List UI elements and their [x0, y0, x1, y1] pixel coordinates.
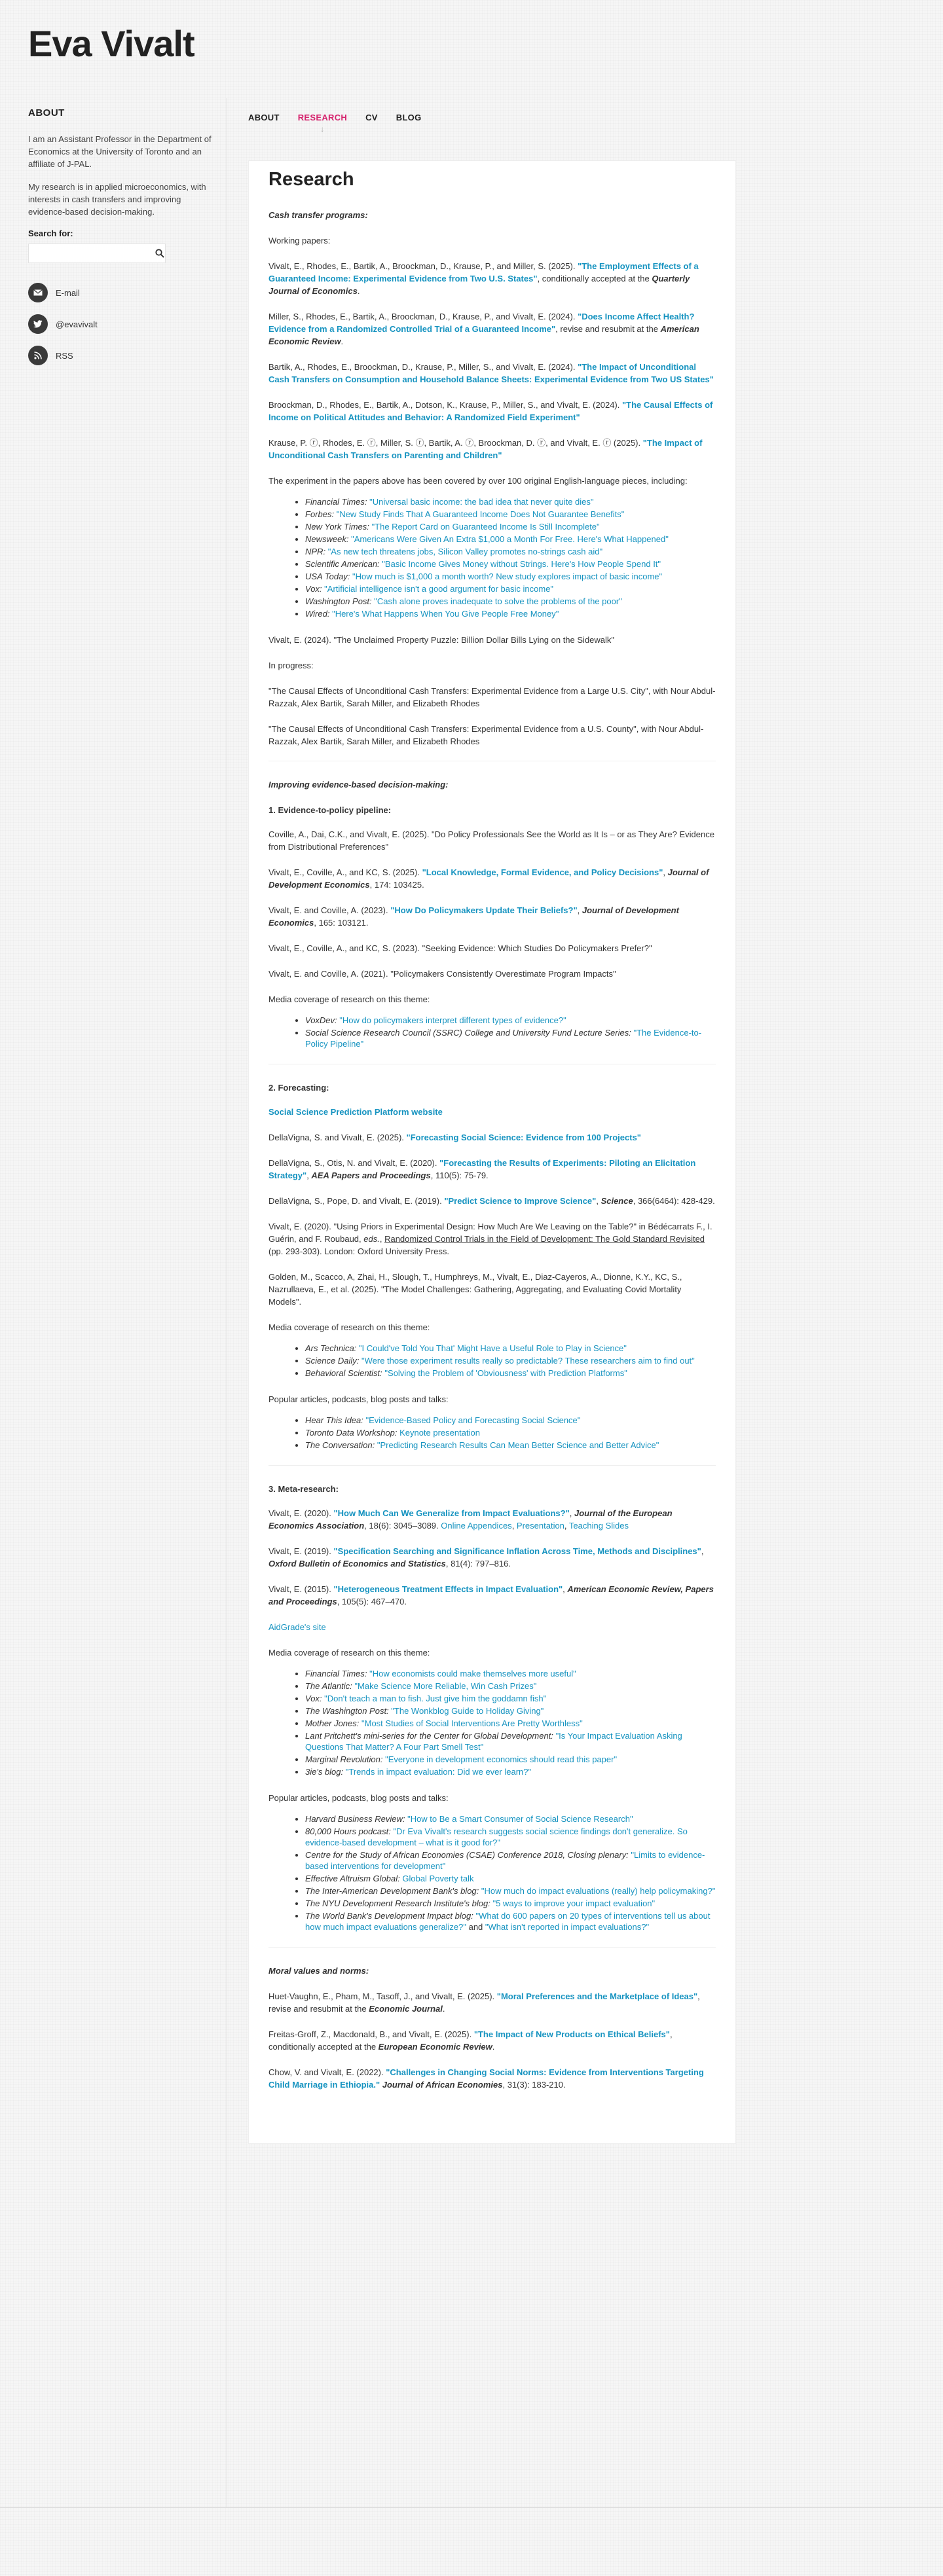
- site-header: [0, 0, 943, 98]
- email-icon: [28, 283, 48, 302]
- list-item: [305, 1027, 716, 1049]
- media-intro: Media coverage of research on this theme:: [268, 1648, 430, 1658]
- paper-entry: Vivalt, E. and Coville, A. (2021). "Policymakers Consistently Overestimate Program Impacts": [268, 969, 616, 979]
- paper-authors: Freitas-Groff, Z., Macdonald, B., and Vivalt, E. (2025).: [268, 2029, 474, 2039]
- punct: ,: [564, 1521, 569, 1531]
- paper-status: , conditionally accepted at the: [268, 2029, 673, 2052]
- list-item: [305, 571, 716, 582]
- citation-details: , 165: 103121.: [314, 918, 369, 928]
- punct: ,: [701, 1546, 704, 1556]
- list-item: [305, 1427, 716, 1438]
- main-area: [227, 98, 943, 2507]
- paper-entry: [268, 361, 716, 386]
- twitter-icon: [28, 314, 48, 334]
- nav-cv[interactable]: CV: [365, 113, 378, 122]
- media-list: [305, 1015, 716, 1049]
- coverage-source: Newsweek:: [305, 534, 349, 544]
- popular-list: [305, 1813, 716, 1932]
- list-item: [305, 1705, 716, 1716]
- moral-heading: Moral values and norms:: [268, 1966, 369, 1976]
- list-item: [305, 509, 716, 520]
- paper-link[interactable]: "Heterogeneous Treatment Effects in Impact Evaluation": [333, 1584, 563, 1594]
- punct: ,: [569, 1508, 574, 1518]
- media-source: VoxDev:: [305, 1015, 337, 1025]
- journal-name: European Economic Review: [378, 2042, 492, 2052]
- media-link[interactable]: "Everyone in development economics should read this paper": [385, 1754, 618, 1764]
- in-progress-label: In progress:: [268, 661, 314, 670]
- search-icon[interactable]: [155, 244, 165, 263]
- media-source: Lant Pritchett's mini-series for the Center for Global Development:: [305, 1731, 553, 1741]
- punct: .: [442, 2004, 445, 2014]
- ebdm-heading: Improving evidence-based decision-making:: [268, 780, 449, 789]
- media-link[interactable]: "Solving the Problem of 'Obviousness' with Prediction Platforms": [384, 1368, 627, 1378]
- media-list: [305, 1668, 716, 1777]
- popular-intro: Popular articles, podcasts, blog posts and talks:: [268, 1394, 449, 1404]
- section-divider: [268, 1465, 716, 1466]
- paper-authors: Krause, P. ⓡ, Rhodes, E. ⓡ, Miller, S. ⓡ, Bartik, A. ⓡ, Broockman, D. ⓡ, and Vivalt, E. ⓡ (2025).: [268, 438, 643, 448]
- paper-link[interactable]: "Local Knowledge, Formal Evidence, and Policy Decisions": [422, 867, 663, 877]
- paper-authors: Vivalt, E., Coville, A., and KC, S. (2025).: [268, 867, 422, 877]
- search-input[interactable]: [29, 244, 155, 263]
- paper-entry: [268, 399, 716, 424]
- paper-authors: Chow, V. and Vivalt, E. (2022).: [268, 2067, 386, 2077]
- list-item: [305, 1355, 716, 1366]
- coverage-intro: The experiment in the papers above has been covered by over 100 original English-language pieces, including:: [268, 476, 688, 486]
- media-link[interactable]: "Make Science More Reliable, Win Cash Prizes": [354, 1681, 537, 1691]
- list-item: [305, 1680, 716, 1692]
- media-source: Ars Technica:: [305, 1343, 357, 1353]
- paper-entry: [268, 437, 716, 462]
- list-item: [305, 608, 716, 619]
- conjunction: and: [466, 1922, 485, 1932]
- media-source: Behavioral Scientist:: [305, 1368, 382, 1378]
- paper-link[interactable]: "How Do Policymakers Update Their Beliefs?": [390, 905, 578, 915]
- list-item: [305, 1873, 716, 1884]
- punct: ,: [563, 1584, 568, 1594]
- paper-entry: [268, 1195, 716, 1207]
- media-source: Science Daily:: [305, 1356, 360, 1366]
- popular-source: Toronto Data Workshop:: [305, 1428, 398, 1438]
- list-item: [305, 1415, 716, 1426]
- paper-status: , revise and resubmit at the: [268, 1991, 700, 2014]
- media-source: Mother Jones:: [305, 1718, 360, 1728]
- popular-source: Harvard Business Review:: [305, 1814, 405, 1824]
- nav-blog[interactable]: BLOG: [396, 113, 422, 122]
- nav-research-label: RESEARCH: [297, 113, 348, 122]
- search-label: Search for:: [28, 228, 73, 238]
- punct: ,: [511, 1521, 517, 1531]
- book-title: Randomized Control Trials in the Field of Development: The Gold Standard Revisited: [384, 1234, 705, 1244]
- subsection-heading: 3. Meta-research:: [268, 1484, 339, 1494]
- top-nav: [227, 98, 943, 160]
- paper-authors: DellaVigna, S., Pope, D. and Vivalt, E. (2019).: [268, 1196, 445, 1206]
- paper-link[interactable]: "The Causal Effects of Income on Political Attitudes and Behavior: A Randomized Field Experiment": [268, 400, 713, 422]
- cash-heading: Cash transfer programs:: [268, 210, 368, 220]
- punct: ,: [663, 867, 668, 877]
- appendices-link[interactable]: Online Appendices: [441, 1521, 512, 1531]
- research-interest-text: My research is in applied microeconomics, with interests in cash transfers and improving evidence-based decision-making.: [28, 182, 206, 217]
- rss-icon: [28, 346, 48, 365]
- popular-source: The Inter-American Development Bank's blog:: [305, 1886, 479, 1896]
- paper-entry: [268, 1990, 716, 2015]
- popular-source: Effective Altruism Global:: [305, 1874, 400, 1883]
- journal-name: AEA Papers and Proceedings: [311, 1170, 431, 1180]
- popular-link[interactable]: "How to Be a Smart Consumer of Social Science Research": [407, 1814, 633, 1824]
- teaching-slides-link[interactable]: Teaching Slides: [568, 1521, 629, 1531]
- coverage-link[interactable]: "As new tech threatens jobs, Silicon Valley promotes no-strings cash aid": [327, 547, 603, 556]
- coverage-list: [305, 496, 716, 619]
- list-item: [305, 496, 716, 507]
- list-item: [305, 546, 716, 557]
- media-link[interactable]: "How do policymakers interpret different types of evidence?": [339, 1015, 566, 1025]
- site-title[interactable]: Eva Vivalt: [28, 23, 194, 64]
- paper-authors: Broockman, D., Rhodes, E., Bartik, A., Dotson, K., Krause, P., Miller, S., and Vivalt, E. (2024).: [268, 400, 622, 410]
- coverage-source: Washington Post:: [305, 596, 372, 606]
- media-link[interactable]: "Don't teach a man to fish. Just give him the goddamn fish": [324, 1694, 547, 1703]
- sidebar: [0, 98, 227, 2507]
- paper-entry: [268, 1157, 716, 1182]
- coverage-source: NPR:: [305, 547, 326, 556]
- paper-entry: [268, 1507, 716, 1532]
- media-source: The Atlantic:: [305, 1681, 352, 1691]
- citation-details: , 110(5): 75-79.: [430, 1170, 489, 1180]
- coverage-link[interactable]: "Universal basic income: the bad idea that never quite dies": [369, 497, 594, 507]
- paper-link[interactable]: "The Impact of New Products on Ethical Beliefs": [473, 2029, 670, 2039]
- list-item: [305, 534, 716, 545]
- working-papers-label: Working papers:: [268, 236, 331, 245]
- paper-entry: [268, 1583, 716, 1608]
- media-link[interactable]: "Trends in impact evaluation: Did we ever learn?": [345, 1767, 532, 1777]
- popular-source: Centre for the Study of African Economies (CSAE) Conference 2018, Closing plenary:: [305, 1850, 629, 1860]
- list-item: [305, 1885, 716, 1896]
- media-link[interactable]: "How economists could make themselves more useful": [369, 1669, 576, 1678]
- paper-entry: [268, 1545, 716, 1570]
- paper-authors: DellaVigna, S., Otis, N. and Vivalt, E. (2020).: [268, 1158, 440, 1168]
- page-footer: [0, 2507, 943, 2540]
- about-heading: ABOUT: [28, 107, 65, 118]
- paper-link[interactable]: "How Much Can We Generalize from Impact Evaluations?": [333, 1508, 570, 1518]
- list-item: [305, 1826, 716, 1848]
- media-link[interactable]: "The Wonkblog Guide to Holiday Giving": [391, 1706, 544, 1716]
- popular-link[interactable]: "Limits to evidence-based interventions for development": [305, 1850, 705, 1871]
- media-source: Financial Times:: [305, 1669, 367, 1678]
- paper-entry: [268, 310, 716, 348]
- list-item: [305, 1440, 716, 1451]
- media-link[interactable]: "Were those experiment results really so predictable? These researchers aim to find out": [361, 1356, 695, 1366]
- paper-link[interactable]: "The Impact of Unconditional Cash Transfers on Consumption and Household Balance Sheets: Experimental Evidence from Two US States": [268, 362, 714, 384]
- coverage-link[interactable]: "How much is $1,000 a month worth? New study explores impact of basic income": [352, 571, 663, 581]
- journal-name: Oxford Bulletin of Economics and Statistics: [268, 1559, 446, 1569]
- paper-entry: Coville, A., Dai, C.K., and Vivalt, E. (2025). "Do Policy Professionals See the World as It Is – or as They Are? Evidence from Distributional Preferences": [268, 829, 714, 852]
- research-article: [248, 160, 736, 2144]
- citation-details: , 105(5): 467–470.: [337, 1597, 407, 1606]
- popular-link[interactable]: Global Poverty talk: [402, 1874, 474, 1883]
- sspp-entry: [268, 1106, 716, 1118]
- paper-link[interactable]: "Predict Science to Improve Science": [444, 1196, 597, 1206]
- coverage-link[interactable]: "New Study Finds That A Guaranteed Income Does Not Guarantee Benefits": [336, 509, 625, 519]
- citation-details: , 31(3): 183-210.: [502, 2080, 566, 2090]
- citation-details: , 174: 103425.: [369, 880, 424, 890]
- twitter-label: @evavivalt: [56, 319, 98, 329]
- nav-research[interactable]: [298, 113, 347, 160]
- citation-details: , 18(6): 3045–3089.: [364, 1521, 441, 1531]
- punct: ,: [379, 1234, 385, 1244]
- sspp-link[interactable]: Social Science Prediction Platform website: [268, 1107, 443, 1117]
- paper-status: , revise and resubmit at the: [555, 324, 661, 334]
- popular-source: 80,000 Hours podcast:: [305, 1826, 391, 1836]
- coverage-link[interactable]: "Americans Were Given An Extra $1,000 a Month For Free. Here's What Happened": [351, 534, 669, 544]
- paper-link[interactable]: "The Impact of Unconditional Cash Transfers on Parenting and Children": [268, 438, 703, 460]
- coverage-source: USA Today:: [305, 571, 350, 581]
- paper-entry: [268, 2066, 716, 2091]
- list-item: [305, 1910, 716, 1932]
- paper-link[interactable]: "Specification Searching and Significance Inflation Across Time, Methods and Disciplines": [333, 1546, 701, 1556]
- journal-name: Economic Journal: [369, 2004, 443, 2014]
- media-link[interactable]: "Most Studies of Social Interventions Are Pretty Worthless": [361, 1718, 583, 1728]
- punct: .: [492, 2042, 495, 2052]
- popular-link[interactable]: "Dr Eva Vivalt's research suggests social science findings don't generalize. So evidence-based development – what is it good for?": [305, 1826, 688, 1847]
- page-title: Research: [268, 169, 354, 190]
- list-item: [305, 1754, 716, 1765]
- content-wrap: [227, 160, 943, 2144]
- popular-link[interactable]: "What isn't reported in impact evaluations?": [485, 1922, 650, 1932]
- list-item: [305, 1693, 716, 1704]
- chapter-citation: Vivalt, E. (2020). "Using Priors in Experimental Design: How Much Are We Leaving on the Table?" in Bédécarrats F., I. Guérin, and F. Roubaud,: [268, 1222, 712, 1244]
- coverage-link[interactable]: "The Report Card on Guaranteed Income Is Still Incomplete": [371, 522, 600, 532]
- citation-details: , 81(4): 797–816.: [445, 1559, 511, 1569]
- eds-label: eds.: [363, 1234, 380, 1244]
- list-item: [305, 558, 716, 570]
- nav-about[interactable]: ABOUT: [248, 113, 280, 122]
- popular-source: The Conversation:: [305, 1440, 375, 1450]
- list-item: [305, 596, 716, 607]
- in-progress-item: "The Causal Effects of Unconditional Cash Transfers: Experimental Evidence from a Large U.S. City", with Nour Abdul-Razzak, Alex Bartik, Sarah Miller, and Elizabeth Rhodes: [268, 686, 716, 708]
- bio-text: I am an Assistant Professor in the Department of Economics at the University of Toronto and an affiliate of J-PAL.: [28, 134, 212, 169]
- punct: .: [341, 336, 344, 346]
- aidgrade-link[interactable]: AidGrade's site: [268, 1622, 326, 1632]
- list-item: [305, 1766, 716, 1777]
- paper-authors: Vivalt, E. (2015).: [268, 1584, 334, 1594]
- journal-name: Journal of Development Economics: [268, 867, 709, 890]
- punct: .: [357, 286, 360, 296]
- paper-entry: [268, 2028, 716, 2053]
- journal-name: Journal of African Economies: [382, 2080, 503, 2090]
- rss-link[interactable]: [28, 346, 213, 365]
- coverage-source: Forbes:: [305, 509, 335, 519]
- popular-link[interactable]: "Predicting Research Results Can Mean Better Science and Better Advice": [377, 1440, 659, 1450]
- paper-authors: Miller, S., Rhodes, E., Bartik, A., Broockman, D., Krause, P., and Vivalt, E. (2024).: [268, 312, 578, 321]
- paper-authors: Vivalt, E. (2020).: [268, 1508, 334, 1518]
- list-item: [305, 1015, 716, 1026]
- rss-label: RSS: [56, 350, 73, 361]
- paper-link[interactable]: "Does Income Affect Health? Evidence from a Randomized Controlled Trial of a Guaranteed Income": [268, 312, 695, 334]
- paper-authors: Bartik, A., Rhodes, E., Broockman, D., Krause, P., Miller, S., and Vivalt, E. (2024).: [268, 362, 578, 372]
- paper-authors: Vivalt, E., Rhodes, E., Bartik, A., Broockman, D., Krause, P., and Miller, S. (2025).: [268, 261, 578, 271]
- citation-details: , 366(6464): 428-429.: [633, 1196, 715, 1206]
- paper-entry: [268, 1131, 716, 1144]
- journal-name: Journal of the European Economics Association: [268, 1508, 673, 1531]
- popular-link[interactable]: "What do 600 papers on 20 types of interventions tell us about how much impact evaluations generalize?": [305, 1911, 711, 1932]
- list-item: [305, 1368, 716, 1379]
- paper-authors: Vivalt, E. (2019).: [268, 1546, 334, 1556]
- paper-authors: DellaVigna, S. and Vivalt, E. (2025).: [268, 1133, 407, 1142]
- paper-link[interactable]: "Forecasting the Results of Experiments: Piloting an Elicitation Strategy": [268, 1158, 696, 1180]
- popular-link[interactable]: Keynote presentation: [399, 1428, 480, 1438]
- coverage-source: Scientific American:: [305, 559, 380, 569]
- popular-source: Hear This Idea:: [305, 1415, 363, 1425]
- paper-entry: [268, 260, 716, 297]
- coverage-source: Financial Times:: [305, 497, 367, 507]
- media-source: The Washington Post:: [305, 1706, 389, 1716]
- list-item: [305, 521, 716, 532]
- paper-status: , conditionally accepted at the: [537, 274, 652, 283]
- punct: ,: [596, 1196, 601, 1206]
- media-intro: Media coverage of research on this theme:: [268, 994, 430, 1004]
- media-source: 3ie's blog:: [305, 1767, 344, 1777]
- publisher-details: (pp. 293-303). London: Oxford University Press.: [268, 1246, 450, 1256]
- list-item: [305, 1813, 716, 1824]
- paper-link[interactable]: "The Employment Effects of a Guaranteed Income: Experimental Evidence from Two U.S. States": [268, 261, 699, 283]
- active-arrow-icon: ↓: [320, 124, 325, 134]
- paper-authors: Huet-Vaughn, E., Pham, M., Tasoff, J., and Vivalt, E. (2025).: [268, 1991, 497, 2001]
- paper-link[interactable]: "Forecasting Social Science: Evidence from 100 Projects": [406, 1133, 641, 1142]
- search-box: [28, 244, 166, 263]
- paper-entry: [268, 866, 716, 891]
- twitter-link[interactable]: [28, 314, 213, 334]
- list-item: [305, 583, 716, 594]
- media-list: [305, 1343, 716, 1379]
- coverage-source: New York Times:: [305, 522, 369, 532]
- journal-name: Science: [601, 1196, 633, 1206]
- popular-source: The World Bank's Development Impact blog:: [305, 1911, 473, 1921]
- journal-name: American Economic Review: [268, 324, 699, 346]
- popular-link[interactable]: "Evidence-Based Policy and Forecasting Social Science": [365, 1415, 581, 1425]
- paper-entry: Vivalt, E., Coville, A., and KC, S. (2023). "Seeking Evidence: Which Studies Do Policymakers Prefer?": [268, 943, 652, 953]
- coverage-link[interactable]: "Here's What Happens When You Give People Free Money": [332, 609, 559, 619]
- subsection-heading: 1. Evidence-to-policy pipeline:: [268, 805, 392, 815]
- email-link[interactable]: [28, 283, 213, 302]
- popular-intro: Popular articles, podcasts, blog posts and talks:: [268, 1793, 449, 1803]
- paper-entry: Golden, M., Scacco, A, Zhai, H., Slough, T., Humphreys, M., Vivalt, E., Diaz-Cayeros, A., Dionne, K.Y., KC, S., Nazrullaeva, E., et al. (2025). "The Model Challenges: Gathering, Aggregating, and Evaluating Covid Mortality Models".: [268, 1272, 682, 1307]
- paper-authors: Vivalt, E. and Coville, A. (2023).: [268, 905, 391, 915]
- paper-entry: [268, 904, 716, 929]
- paper-entry: [268, 1220, 716, 1258]
- popular-list: [305, 1415, 716, 1451]
- list-item: [305, 1730, 716, 1752]
- coverage-link[interactable]: "Cash alone proves inadequate to solve the problems of the poor": [374, 596, 622, 606]
- media-intro: Media coverage of research on this theme:: [268, 1322, 430, 1332]
- email-label: E-mail: [56, 287, 80, 298]
- coverage-link[interactable]: "Artificial intelligence isn't a good argument for basic income": [324, 584, 554, 594]
- subsection-heading: 2. Forecasting:: [268, 1083, 329, 1093]
- section-divider: [268, 1947, 716, 1948]
- coverage-link[interactable]: "Basic Income Gives Money without Strings. Here's How People Spend It": [382, 559, 661, 569]
- aidgrade-entry: [268, 1621, 716, 1633]
- media-source: Social Science Research Council (SSRC) College and University Fund Lecture Series:: [305, 1028, 631, 1038]
- list-item: [305, 1849, 716, 1872]
- punct: ,: [577, 905, 582, 915]
- media-link[interactable]: "Is Your Impact Evaluation Asking Questions That Matter? A Four Part Smell Test": [305, 1731, 682, 1752]
- coverage-source: Wired:: [305, 609, 330, 619]
- list-item: [305, 1668, 716, 1679]
- punct: ,: [306, 1170, 312, 1180]
- coverage-source: Vox:: [305, 584, 322, 594]
- media-source: Marginal Revolution:: [305, 1754, 383, 1764]
- list-item: [305, 1718, 716, 1729]
- paper-entry: Vivalt, E. (2024). "The Unclaimed Property Puzzle: Billion Dollar Bills Lying on the Sidewalk": [268, 635, 615, 645]
- popular-source: The NYU Development Research Institute's blog:: [305, 1898, 490, 1908]
- page-layout: [0, 98, 943, 2507]
- media-link[interactable]: "I Could've Told You That' Might Have a Useful Role to Play in Science": [358, 1343, 627, 1353]
- journal-name: Journal of Development Economics: [268, 905, 679, 928]
- media-link[interactable]: "The Evidence-to-Policy Pipeline": [305, 1028, 702, 1049]
- list-item: [305, 1343, 716, 1354]
- in-progress-item: "The Causal Effects of Unconditional Cash Transfers: Experimental Evidence from a U.S. County", with Nour Abdul-Razzak, Alex Bartik, Sarah Miller, and Elizabeth Rhodes: [268, 724, 704, 746]
- paper-link[interactable]: "Challenges in Changing Social Norms: Evidence from Interventions Targeting Child Marriage in Ethiopia.": [268, 2067, 704, 2090]
- popular-link[interactable]: "5 ways to improve your impact evaluation": [492, 1898, 656, 1908]
- media-source: Vox:: [305, 1694, 322, 1703]
- social-links: [28, 283, 213, 365]
- popular-link[interactable]: "How much do impact evaluations (really) help policymaking?": [481, 1886, 716, 1896]
- list-item: [305, 1898, 716, 1909]
- journal-name: American Economic Review, Papers and Proceedings: [268, 1584, 714, 1606]
- paper-link[interactable]: "Moral Preferences and the Marketplace of Ideas": [496, 1991, 698, 2001]
- presentation-link[interactable]: Presentation: [516, 1521, 564, 1531]
- journal-name: Quarterly Journal of Economics: [268, 274, 690, 296]
